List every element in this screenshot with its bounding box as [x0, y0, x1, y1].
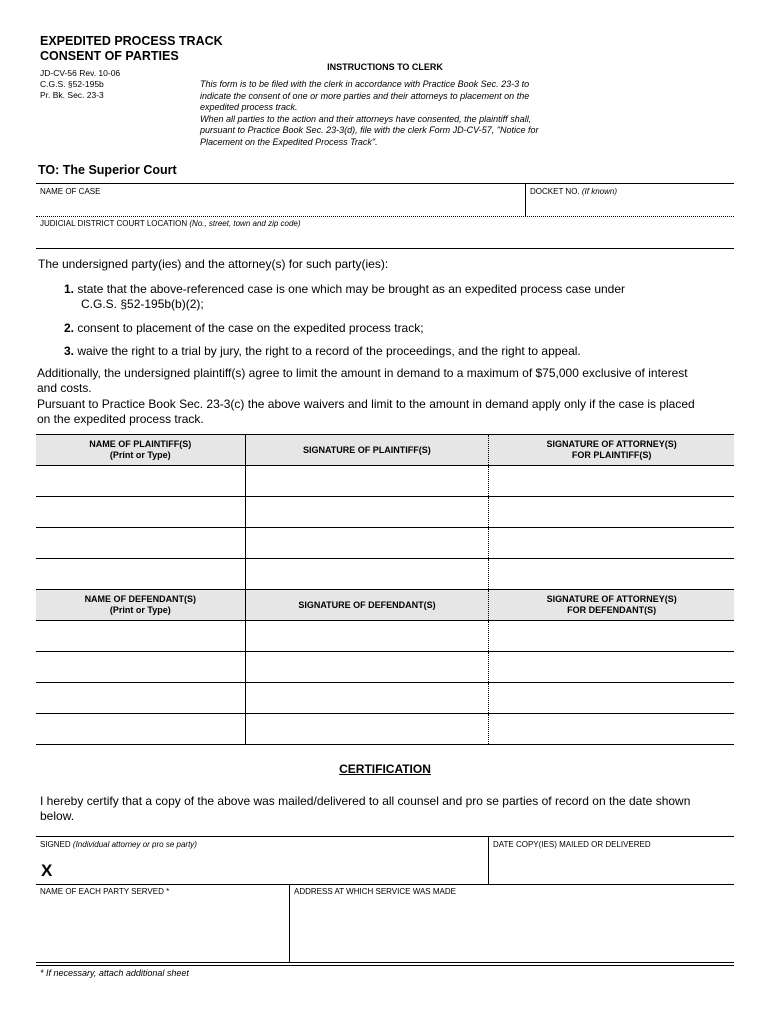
- statute-ref: C.G.S. §52-195b: [40, 79, 104, 89]
- table-row: [36, 621, 734, 652]
- statement-item-3: [64, 344, 581, 359]
- form-number: JD-CV-56 Rev. 10-06: [40, 68, 121, 78]
- defendant-name-cell[interactable]: [36, 652, 245, 683]
- table-header-row: [36, 590, 734, 621]
- name-of-case-field[interactable]: [38, 198, 522, 214]
- table-row: [36, 528, 734, 559]
- header-line: (Print or Type): [109, 605, 171, 615]
- paragraph-line: on the expedited process track.: [37, 411, 204, 426]
- divider: [36, 884, 734, 885]
- statement-item-2: [64, 321, 424, 336]
- table-row: [36, 559, 734, 590]
- court-location-field[interactable]: [38, 230, 732, 246]
- plaintiff-attorney-header: [489, 435, 734, 466]
- table-row: [36, 683, 734, 714]
- court-location-label-text: JUDICIAL DISTRICT COURT LOCATION: [40, 219, 188, 228]
- footnote: * If necessary, attach additional sheet: [40, 968, 189, 978]
- signed-hint: (Individual attorney or pro se party): [72, 840, 197, 849]
- divider: [36, 248, 734, 249]
- date-mailed-field[interactable]: [492, 852, 732, 882]
- defendant-name-cell[interactable]: [36, 714, 245, 745]
- divider: [488, 837, 489, 884]
- statement-item-1: [64, 282, 625, 297]
- signed-label: [40, 840, 197, 849]
- plaintiff-name-cell[interactable]: [36, 466, 245, 497]
- docket-label: [530, 187, 617, 196]
- item-text: waive the right to a trial by jury, the right to a record of the proceedings, and the right to appeal.: [77, 344, 581, 358]
- divider: [36, 216, 734, 217]
- signature-x-mark: X: [41, 861, 53, 880]
- form-title-line2: CONSENT OF PARTIES: [40, 49, 179, 63]
- item-text: state that the above-referenced case is one which may be brought as an expedited process case under: [77, 282, 626, 296]
- plaintiff-attorney-signature-cell[interactable]: [489, 497, 734, 528]
- plaintiff-name-header: [36, 435, 245, 466]
- header-line: SIGNATURE OF ATTORNEY(S): [546, 594, 677, 604]
- header-line: FOR PLAINTIFF(S): [571, 450, 652, 460]
- instructions-heading: INSTRUCTIONS TO CLERK: [327, 62, 443, 72]
- plaintiff-signature-header: SIGNATURE OF PLAINTIFF(S): [245, 435, 489, 466]
- plaintiff-attorney-signature-cell[interactable]: [489, 559, 734, 590]
- defendant-signature-cell[interactable]: [245, 683, 489, 714]
- plaintiff-signature-cell[interactable]: [245, 497, 489, 528]
- header-line: FOR DEFENDANT(S): [567, 605, 657, 615]
- certification-heading: [0, 762, 770, 776]
- table-row: [36, 497, 734, 528]
- practice-book-ref: Pr. Bk. Sec. 23-3: [40, 90, 104, 100]
- plaintiff-name-cell[interactable]: [36, 497, 245, 528]
- plaintiff-signature-cell[interactable]: [245, 559, 489, 590]
- instructions-line: indicate the consent of one or more parties and their attorneys to placement on the: [200, 90, 530, 101]
- header-line: (Print or Type): [109, 450, 171, 460]
- defendant-attorney-signature-cell[interactable]: [489, 652, 734, 683]
- defendant-attorney-signature-cell[interactable]: [489, 714, 734, 745]
- certification-heading-text: CERTIFICATION: [339, 762, 431, 776]
- instructions-text: [200, 79, 590, 148]
- defendant-attorney-header: [489, 590, 734, 621]
- form-title-line1: EXPEDITED PROCESS TRACK: [40, 34, 223, 48]
- defendant-signature-cell[interactable]: [245, 621, 489, 652]
- to-superior-court: TO: The Superior Court: [38, 163, 177, 177]
- signature-field[interactable]: [60, 856, 480, 882]
- divider: [525, 184, 526, 216]
- plaintiff-signature-cell[interactable]: [245, 528, 489, 559]
- divider: [289, 885, 290, 963]
- paragraph-line: Additionally, the undersigned plaintiff(s) agree to limit the amount in demand to a maximum of $75,000 exclusive of interest: [37, 366, 688, 380]
- table-header-row: [36, 435, 734, 466]
- demand-limit-paragraph: [37, 366, 688, 395]
- header-line: SIGNATURE OF ATTORNEY(S): [546, 439, 677, 449]
- divider: [36, 836, 734, 837]
- defendant-name-header: [36, 590, 245, 621]
- plaintiff-signature-cell[interactable]: [245, 466, 489, 497]
- defendant-attorney-signature-cell[interactable]: [489, 621, 734, 652]
- party-served-field[interactable]: [38, 898, 286, 960]
- docket-number-field[interactable]: [528, 198, 732, 214]
- paragraph-line: Pursuant to Practice Book Sec. 23-3(c) the above waivers and limit to the amount in demand apply only if the case is placed: [37, 397, 695, 411]
- divider: [36, 965, 734, 966]
- defendant-table: [36, 589, 734, 745]
- plaintiff-attorney-signature-cell[interactable]: [489, 528, 734, 559]
- table-row: [36, 652, 734, 683]
- divider: [36, 183, 734, 184]
- defendant-signature-cell[interactable]: [245, 714, 489, 745]
- signed-label-text: SIGNED: [40, 840, 71, 849]
- date-mailed-label: DATE COPY(IES) MAILED OR DELIVERED: [493, 840, 651, 849]
- statement-intro: The undersigned party(ies) and the attorney(s) for such party(ies):: [38, 257, 389, 271]
- plaintiff-name-cell[interactable]: [36, 559, 245, 590]
- court-location-hint: (No., street, town and zip code): [189, 219, 301, 228]
- item-text-continued: C.G.S. §52-195b(b)(2);: [81, 297, 204, 311]
- item-text: consent to placement of the case on the expedited process track;: [77, 321, 424, 335]
- party-served-label: NAME OF EACH PARTY SERVED *: [40, 887, 170, 896]
- plaintiff-attorney-signature-cell[interactable]: [489, 466, 734, 497]
- item-number: 1.: [64, 282, 75, 296]
- instructions-line: Placement on the Expedited Process Track".: [200, 136, 378, 147]
- instructions-line: This form is to be filed with the clerk in accordance with Practice Book Sec. 23-3 to: [200, 79, 530, 89]
- defendant-name-cell[interactable]: [36, 683, 245, 714]
- item-number: 3.: [64, 344, 75, 358]
- form-title: [40, 34, 223, 64]
- court-location-label: [40, 219, 301, 228]
- plaintiff-name-cell[interactable]: [36, 528, 245, 559]
- defendant-attorney-signature-cell[interactable]: [489, 683, 734, 714]
- defendant-signature-header: SIGNATURE OF DEFENDANT(S): [245, 590, 489, 621]
- docket-hint: (If known): [581, 187, 617, 196]
- instructions-line: When all parties to the action and their attorneys have consented, the plaintiff shall,: [200, 113, 532, 124]
- header-line: NAME OF DEFENDANT(S): [84, 594, 197, 604]
- instructions-line: pursuant to Practice Book Sec. 23-3(d), file with the clerk Form JD-CV-57, "Notice for: [200, 125, 539, 135]
- table-row: [36, 714, 734, 745]
- name-of-case-label: NAME OF CASE: [40, 187, 101, 196]
- instructions-line: expedited process track.: [200, 102, 298, 112]
- docket-label-text: DOCKET NO.: [530, 187, 580, 196]
- paragraph-line: I hereby certify that a copy of the above was mailed/delivered to all counsel and pro se parties of record on the date shown: [40, 794, 691, 808]
- divider: [36, 962, 734, 963]
- certification-text: [40, 794, 690, 823]
- table-row: [36, 466, 734, 497]
- service-address-label: ADDRESS AT WHICH SERVICE WAS MADE: [294, 887, 456, 896]
- plaintiff-table: [36, 434, 734, 590]
- header-line: NAME OF PLAINTIFF(S): [89, 439, 192, 449]
- service-address-field[interactable]: [293, 898, 732, 960]
- form-meta: [40, 68, 120, 101]
- waiver-paragraph: [37, 397, 695, 426]
- paragraph-line: and costs.: [37, 380, 92, 395]
- defendant-signature-cell[interactable]: [245, 652, 489, 683]
- item-number: 2.: [64, 321, 75, 335]
- paragraph-line: below.: [40, 808, 75, 823]
- defendant-name-cell[interactable]: [36, 621, 245, 652]
